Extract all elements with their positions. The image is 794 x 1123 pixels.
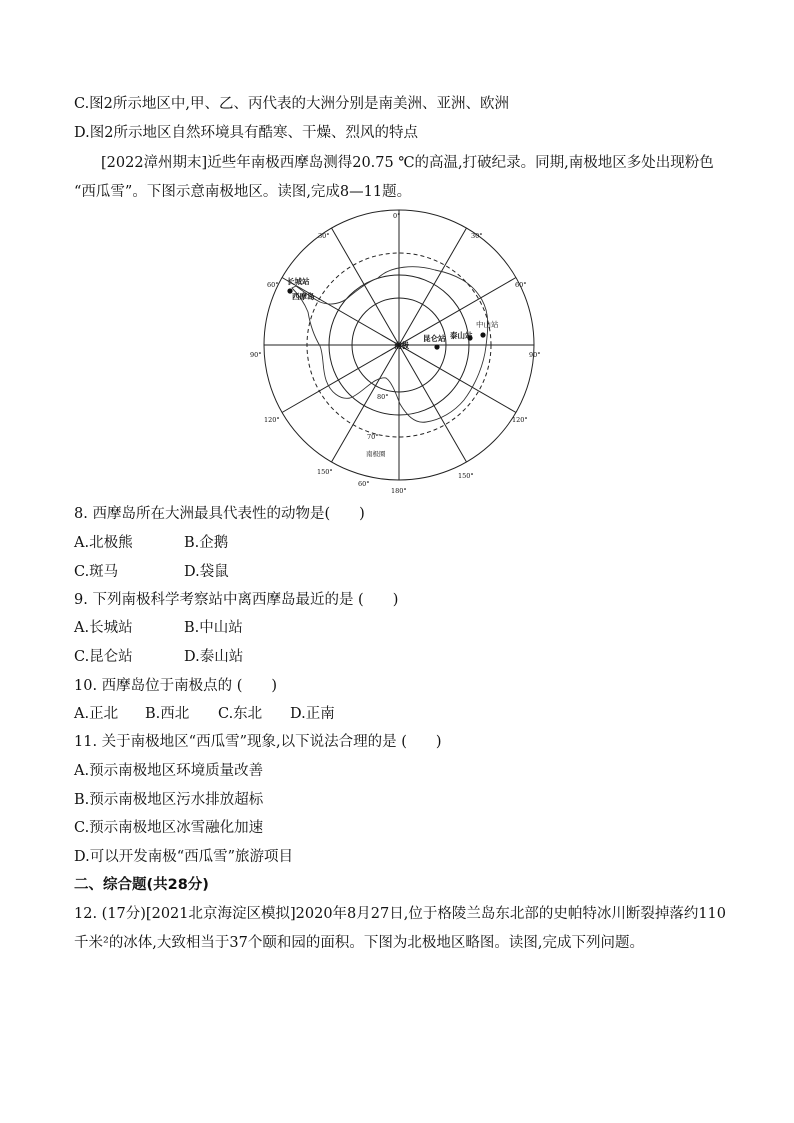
option-d-prev: D.图2所示地区自然环境具有酷寒、干燥、烈风的特点	[74, 125, 418, 141]
q11-option-d: D.可以开发南极“西瓜雪”旅游项目	[74, 849, 294, 865]
q11-option-a: A.预示南极地区环境质量改善	[74, 763, 264, 779]
lat-60-label: 60°	[358, 480, 370, 488]
question-11-stem: 11. 关于南极地区“西瓜雪”现象,以下说法合理的是 ( )	[74, 734, 442, 750]
lon-30w-label: 30°	[318, 232, 330, 240]
q10-option-c: C.东北	[218, 706, 263, 722]
antarctic-circle-label: 南极圈	[366, 450, 386, 458]
q9-option-c: C.昆仑站	[74, 649, 133, 665]
q11-option-b: B.预示南极地区污水排放超标	[74, 792, 264, 808]
q8-option-a: A.北极熊	[74, 535, 133, 551]
south-pole-label: 南极	[394, 341, 409, 350]
q11-option-c: C.预示南极地区冰雪融化加速	[74, 820, 264, 836]
question-12-line-1: 12. (17分)[2021北京海淀区模拟]2020年8月27日,位于格陵兰岛东北部的史帕特冰川断裂掉落约110	[74, 906, 727, 922]
lat-70-label: 70°	[367, 433, 379, 441]
lon-90e-label: 90°	[529, 351, 541, 359]
zhongshan-station-marker	[480, 332, 485, 337]
q10-option-b: B.西北	[145, 706, 190, 722]
option-c-prev: C.图2所示地区中,甲、乙、丙代表的大洲分别是南美洲、亚洲、欧洲	[74, 96, 510, 112]
lon-120e-label: 120°	[512, 416, 528, 424]
changcheng-label: 长城站	[287, 277, 310, 286]
section-2-heading: 二、综合题(共28分)	[74, 877, 209, 893]
antarctica-coastline	[292, 267, 488, 423]
q8-option-d: D.袋鼠	[184, 564, 229, 580]
lon-150w-label: 150°	[317, 468, 333, 476]
intro-line-1: [2022漳州期末]近些年南极西摩岛测得20.75 ℃的高温,打破纪录。同期,南极地区多处出现粉色	[101, 155, 714, 171]
lon-150e-label: 150°	[458, 472, 474, 480]
question-8-stem: 8. 西摩岛所在大洲最具代表性的动物是( )	[74, 506, 365, 522]
zhongshan-label: 中山站	[476, 320, 499, 329]
lon-60w-label: 60°	[267, 281, 279, 289]
ximo-label: 西摩岛	[292, 292, 315, 301]
q8-option-b: B.企鹅	[184, 535, 229, 551]
question-12-line-2: 千米²的冰体,大致相当于37个颐和园的面积。下图为北极地区略图。读图,完成下列问题。	[74, 935, 644, 951]
lon-0-label: 0°	[393, 212, 401, 220]
antarctic-map	[250, 208, 550, 498]
q10-option-d: D.正南	[290, 706, 335, 722]
lon-90w-label: 90°	[250, 351, 262, 359]
intro-line-2: “西瓜雪”。下图示意南极地区。读图,完成8—11题。	[74, 184, 412, 200]
q8-option-c: C.斑马	[74, 564, 119, 580]
lon-180-label: 180°	[391, 487, 407, 495]
question-10-stem: 10. 西摩岛位于南极点的 ( )	[74, 678, 278, 694]
q9-option-b: B.中山站	[184, 620, 243, 636]
lon-30e-label: 30°	[471, 232, 483, 240]
lat-80-label: 80°	[377, 393, 389, 401]
question-9-stem: 9. 下列南极科学考察站中离西摩岛最近的是 ( )	[74, 592, 399, 608]
kunlun-label: 昆仑站	[423, 334, 446, 343]
q10-option-a: A.正北	[74, 706, 119, 722]
q9-option-a: A.长城站	[74, 620, 133, 636]
q9-option-d: D.泰山站	[184, 649, 244, 665]
taishan-label: 泰山站	[450, 331, 473, 340]
kunlun-station-marker	[434, 344, 439, 349]
lon-60e-label: 60°	[515, 281, 527, 289]
lon-120w-label: 120°	[264, 416, 280, 424]
